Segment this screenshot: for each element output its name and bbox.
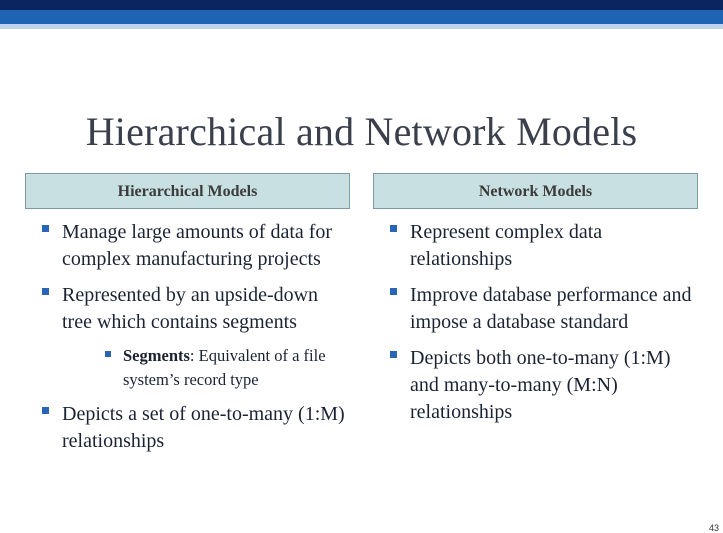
- hierarchical-bullet-list: [25, 219, 350, 455]
- hierarchical-column-header: Hierarchical Models: [25, 173, 350, 209]
- list-item: [25, 219, 350, 273]
- network-bullet-list: [373, 219, 698, 426]
- list-item: [25, 401, 350, 455]
- bullet-text: Depicts both one-to-many (1:M) and many-to-many (M:N) relationships: [410, 347, 671, 423]
- slide-title: Hierarchical and Network Models: [85, 109, 638, 154]
- square-bullet-icon: [105, 351, 111, 357]
- sub-bullet-list: [62, 344, 350, 392]
- hierarchical-column: [25, 173, 350, 464]
- bullet-text: Represent complex data relationships: [410, 221, 603, 270]
- list-item: [25, 282, 350, 392]
- square-bullet-icon: [390, 288, 397, 295]
- network-column-header: Network Models: [373, 173, 698, 209]
- square-bullet-icon: [390, 351, 397, 358]
- segments-definition: : Equivalent of a file system’s record type: [123, 346, 326, 389]
- bullet-text: Manage large amounts of data for complex manufacturing projects: [62, 221, 333, 270]
- network-column: [373, 173, 698, 435]
- list-item: [373, 345, 698, 426]
- header-band-blue: [0, 10, 723, 24]
- header-band-light: [0, 24, 723, 29]
- list-item: [373, 219, 698, 273]
- bullet-text: Improve database performance and impose a database standard: [410, 284, 692, 333]
- bullet-text: Depicts a set of one-to-many (1:M) relationships: [62, 403, 345, 452]
- header-band-dark: [0, 0, 723, 10]
- square-bullet-icon: [390, 225, 397, 232]
- segments-term: Segments: [123, 346, 190, 365]
- square-bullet-icon: [42, 225, 49, 232]
- sub-list-item: [62, 344, 350, 392]
- bullet-text: Represented by an upside-down tree which contains segments: [62, 284, 319, 333]
- square-bullet-icon: [42, 407, 49, 414]
- list-item: [373, 282, 698, 336]
- square-bullet-icon: [42, 288, 49, 295]
- page-number: 43: [708, 523, 719, 533]
